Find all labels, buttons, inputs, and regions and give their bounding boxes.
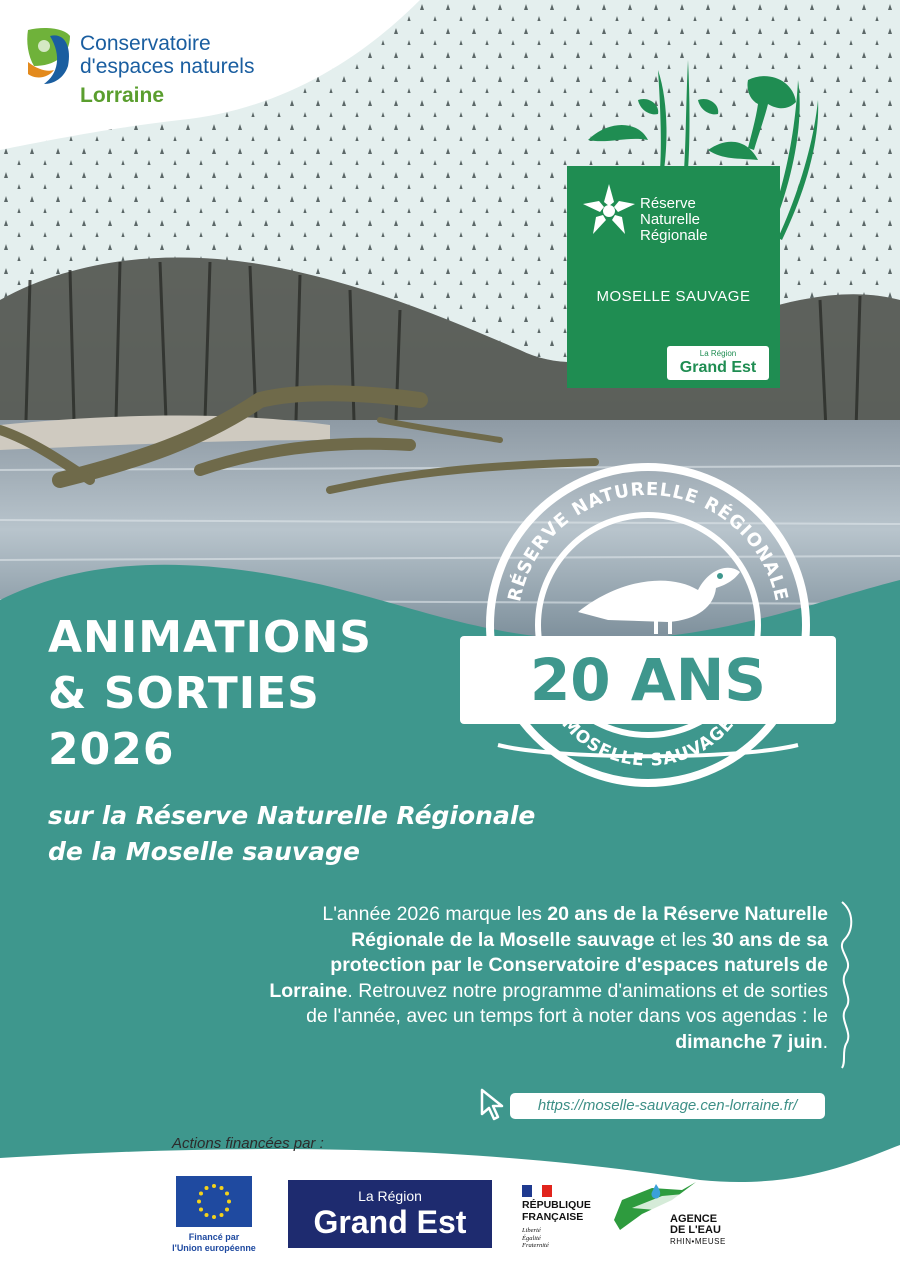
reserve-name-line-2: Naturelle: [640, 211, 701, 228]
website-link[interactable]: https://moselle-sauvage.cen-lorraine.fr/: [510, 1093, 825, 1119]
subtitle-line-2: de la Moselle sauvage: [48, 837, 360, 866]
water-agency-line-2: DE L'EAU: [670, 1224, 721, 1236]
badge-bottom-arc-text: MOSELLE SAUVAGE: [557, 713, 739, 771]
squiggle-decoration-icon: [836, 900, 858, 1070]
eu-caption: [160, 1232, 268, 1254]
organization-name: [80, 32, 254, 78]
grand-est-small-label: La Région: [358, 1188, 422, 1204]
marianne-flag-icon: [522, 1185, 552, 1197]
headline-line-3: 2026: [48, 724, 175, 775]
cen-lorraine-logo-icon: [24, 26, 74, 86]
reserve-name-line-3: Régionale: [640, 227, 708, 244]
reserve-site-name: MOSELLE SAUVAGE: [596, 288, 751, 305]
intro-paragraph: [268, 902, 828, 1055]
eu-stars-icon: [176, 1176, 252, 1227]
star-flower-icon: [581, 182, 637, 238]
grand-est-big-label: Grand Est: [313, 1204, 467, 1240]
organization-line-1: Conservatoire: [80, 32, 211, 55]
funders-label: Actions financées par :: [172, 1135, 324, 1152]
intro-bold-2: 30 ans de sa protection par le Conservatoire d'espaces naturels de Lorraine: [269, 928, 828, 1002]
reserve-name: [640, 196, 708, 244]
reserve-logo: [567, 166, 780, 388]
intro-bold-3: dimanche 7 juin: [675, 1030, 823, 1053]
eu-caption-line-2: l'Union européenne: [172, 1243, 256, 1253]
rf-motto-3: Fraternité: [522, 1242, 549, 1249]
intro-bold-1: 20 ans de la Réserve Naturelle Régionale de la Moselle sauvage: [351, 903, 828, 951]
region-grand-est-logo: [667, 346, 769, 380]
organization-line-2: d'espaces naturels: [80, 55, 255, 78]
eu-flag-logo: [176, 1176, 252, 1227]
headline-line-2: & SORTIES: [48, 668, 320, 719]
headline: [48, 610, 372, 778]
water-agency-line-3: RHIN•MEUSE: [670, 1237, 726, 1246]
badge-top-arc-text: RÉSERVE NATURELLE RÉGIONALE: [504, 478, 792, 604]
water-agency-text: [670, 1214, 726, 1247]
cursor-arrow-icon: [478, 1086, 510, 1122]
intro-text-2: et les: [654, 928, 712, 951]
rf-motto-2: Égalité: [522, 1234, 541, 1242]
grand-est-logo: [288, 1180, 492, 1248]
subtitle-line-1: sur la Réserve Naturelle Régionale: [48, 801, 536, 830]
rf-motto: [522, 1227, 591, 1250]
reserve-name-line-1: Réserve: [640, 195, 696, 212]
intro-text-3: . Retrouvez notre programme d'animations et de sorties de l'année, avec un temps fort à noter dans vos agendas : le: [306, 979, 828, 1027]
organization-region: Lorraine: [80, 84, 165, 107]
anniversary-badge: [458, 460, 838, 790]
badge-main-text: 20 ANS: [529, 646, 767, 714]
rf-line-2: FRANÇAISE: [522, 1211, 584, 1223]
republique-francaise-logo: [522, 1185, 591, 1250]
eu-caption-line-1: Financé par: [188, 1232, 240, 1242]
water-agency-line-1: AGENCE: [670, 1213, 718, 1225]
headline-line-1: ANIMATIONS: [48, 612, 372, 663]
region-big-label: Grand Est: [679, 359, 757, 376]
rf-line-1: RÉPUBLIQUE: [522, 1199, 591, 1211]
region-small-label: La Région: [699, 349, 737, 358]
intro-text-4: .: [822, 1030, 828, 1053]
rf-motto-1: Liberté: [522, 1227, 541, 1234]
subtitle: [48, 798, 535, 870]
intro-text-1: L'année 2026 marque les: [322, 903, 548, 925]
